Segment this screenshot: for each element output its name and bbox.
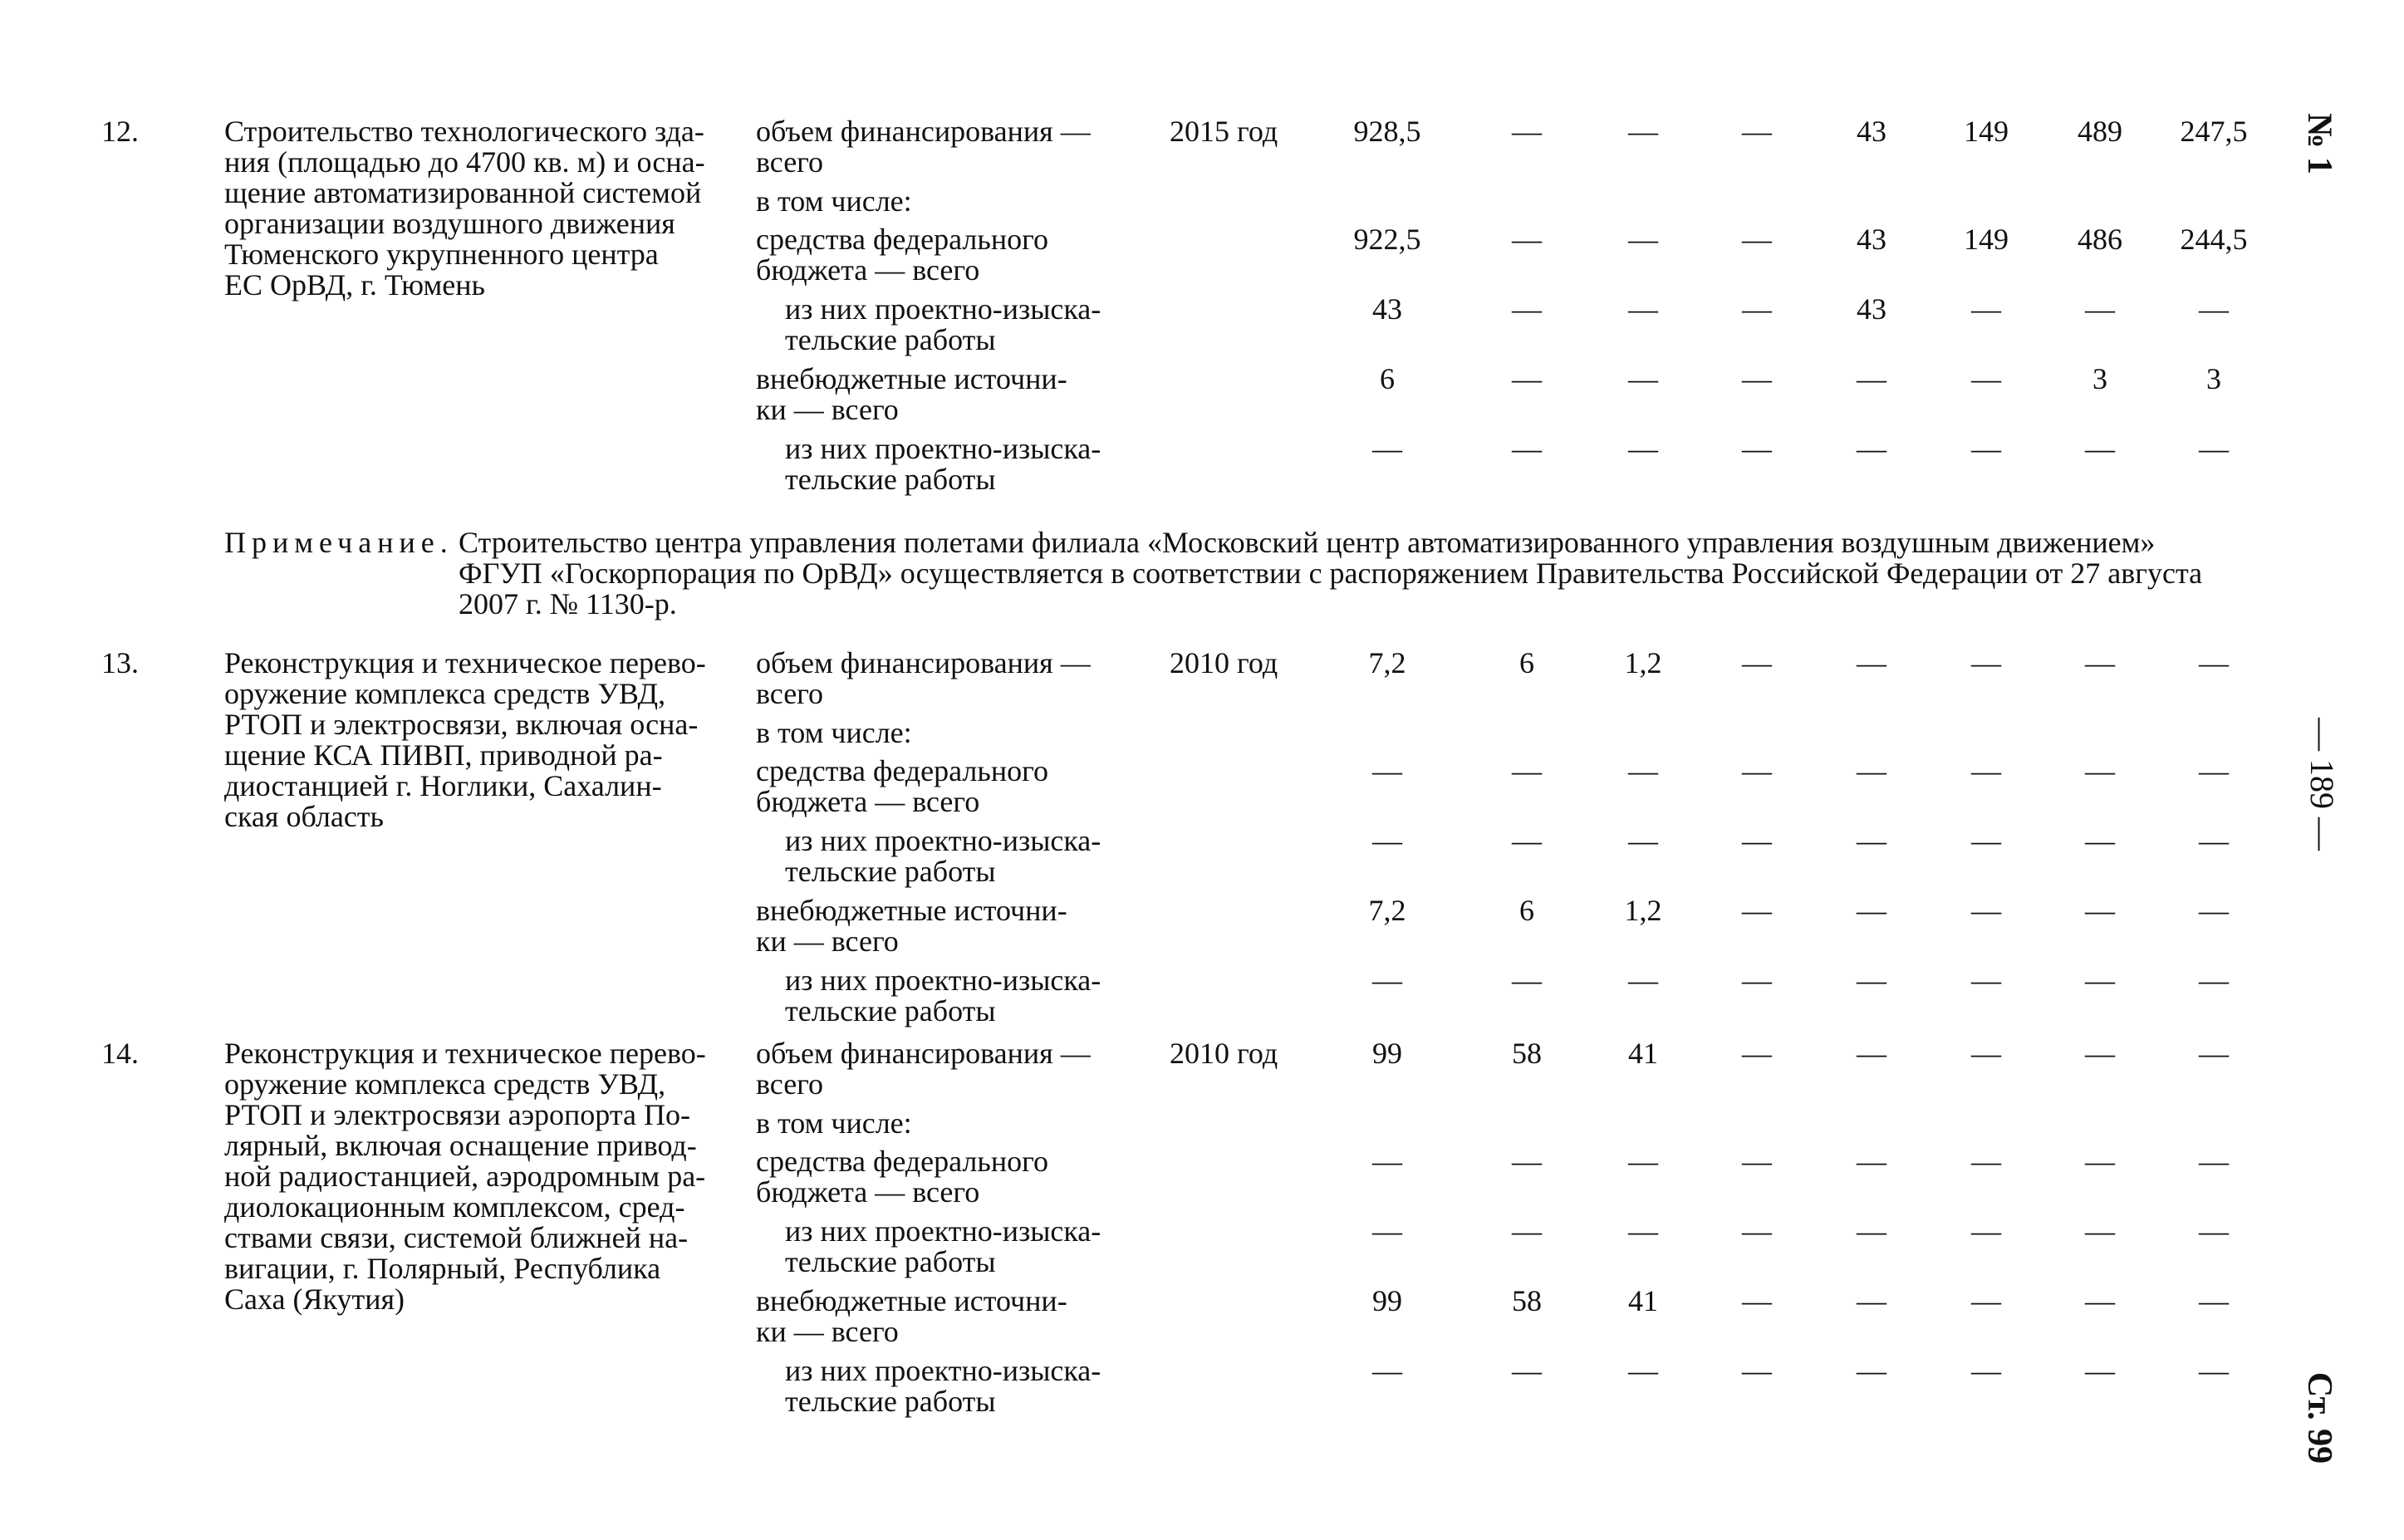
- row-label: объем финансирования — всего: [756, 115, 1091, 179]
- value-cell: —: [1857, 824, 1886, 857]
- value-cell: 43: [1857, 223, 1886, 256]
- value-cell: —: [1971, 964, 2001, 997]
- value-cell: 149: [1964, 115, 2009, 148]
- value-cell: —: [1628, 824, 1658, 857]
- value-cell: 6: [1519, 894, 1534, 927]
- value-cell: —: [1628, 292, 1658, 326]
- value-cell: —: [2085, 894, 2115, 927]
- value-cell: 489: [2078, 115, 2122, 148]
- value-cell: —: [1971, 432, 2001, 465]
- value-cell: —: [1857, 1037, 1886, 1070]
- value-cell: —: [1857, 1145, 1886, 1178]
- value-cell: —: [1857, 964, 1886, 997]
- value-cell: —: [1372, 964, 1402, 997]
- value-cell: —: [1971, 646, 2001, 679]
- row-label: из них проектно-изыска- тельские работы: [785, 432, 1101, 496]
- value-cell: —: [2199, 1037, 2229, 1070]
- value-cell: —: [1742, 1284, 1772, 1317]
- value-cell: —: [2085, 1354, 2115, 1387]
- value-cell: —: [1628, 964, 1658, 997]
- row-label: из них проектно-изыска- тельские работы: [785, 824, 1101, 888]
- value-cell: —: [2085, 646, 2115, 679]
- value-cell: —: [1742, 824, 1772, 857]
- value-cell: —: [1971, 1354, 2001, 1387]
- value-cell: —: [2199, 1354, 2229, 1387]
- value-cell: —: [1742, 115, 1772, 148]
- value-cell: 7,2: [1368, 646, 1406, 679]
- value-cell: 6: [1519, 646, 1534, 679]
- value-cell: 58: [1512, 1037, 1542, 1070]
- value-cell: —: [2085, 292, 2115, 326]
- row-label: в том числе:: [756, 716, 912, 749]
- row-label: из них проектно-изыска- тельские работы: [785, 292, 1101, 356]
- value-cell: —: [1971, 1145, 2001, 1178]
- value-cell: —: [1971, 1214, 2001, 1248]
- entry-description: Строительство технологического зда- ния (площадью до 4700 кв. м) и осна- щение автоматизированной системой организации воздушного движения Тюменского укрупненного центра ЕС ОрВД, г. Тюмень: [224, 115, 705, 302]
- value-cell: —: [1512, 964, 1542, 997]
- value-cell: —: [1628, 1145, 1658, 1178]
- value-cell: —: [2199, 646, 2229, 679]
- value-cell: 247,5: [2180, 115, 2248, 148]
- value-cell: —: [1857, 894, 1886, 927]
- value-cell: 43: [1857, 115, 1886, 148]
- value-cell: —: [1857, 432, 1886, 465]
- value-cell: 41: [1628, 1037, 1658, 1070]
- value-cell: —: [1742, 894, 1772, 927]
- value-cell: —: [1742, 223, 1772, 256]
- entry-year: 2010 год: [1170, 1037, 1278, 1070]
- value-cell: —: [1628, 754, 1658, 787]
- value-cell: —: [2085, 754, 2115, 787]
- value-cell: —: [1971, 292, 2001, 326]
- value-cell: —: [2085, 824, 2115, 857]
- value-cell: —: [2199, 824, 2229, 857]
- value-cell: —: [1971, 754, 2001, 787]
- value-cell: —: [1971, 824, 2001, 857]
- value-cell: 244,5: [2180, 223, 2248, 256]
- value-cell: —: [1372, 1214, 1402, 1248]
- value-cell: —: [1742, 754, 1772, 787]
- value-cell: 928,5: [1353, 115, 1421, 148]
- value-cell: —: [2199, 432, 2229, 465]
- value-cell: —: [2199, 292, 2229, 326]
- row-label: объем финансирования — всего: [756, 646, 1091, 710]
- value-cell: —: [1512, 1145, 1542, 1178]
- value-cell: —: [2199, 1284, 2229, 1317]
- value-cell: 922,5: [1353, 223, 1421, 256]
- value-cell: 43: [1857, 292, 1886, 326]
- row-label: из них проектно-изыска- тельские работы: [785, 1354, 1101, 1418]
- row-label: объем финансирования — всего: [756, 1037, 1091, 1101]
- row-label: в том числе:: [756, 184, 912, 218]
- value-cell: —: [1742, 964, 1772, 997]
- value-cell: 58: [1512, 1284, 1542, 1317]
- value-cell: —: [1742, 1354, 1772, 1387]
- entry-number: 12.: [101, 115, 139, 148]
- value-cell: —: [1742, 1037, 1772, 1070]
- value-cell: —: [1742, 362, 1772, 395]
- value-cell: —: [1742, 432, 1772, 465]
- value-cell: —: [1372, 754, 1402, 787]
- value-cell: —: [1512, 1214, 1542, 1248]
- value-cell: —: [1372, 1145, 1402, 1178]
- value-cell: —: [1857, 646, 1886, 679]
- entry-number: 13.: [101, 646, 139, 679]
- entry-description: Реконструкция и техническое перево- оружение комплекса средств УВД, РТОП и электросвязи, включая осна- щение КСА ПИВП, приводной ра- диостанцией г. Ноглики, Сахалин- ская область: [224, 646, 706, 833]
- value-cell: —: [1512, 432, 1542, 465]
- value-cell: —: [1971, 362, 2001, 395]
- value-cell: 99: [1372, 1037, 1402, 1070]
- table-note: [224, 527, 2276, 620]
- entry-description: Реконструкция и техническое перево- оружение комплекса средств УВД, РТОП и электросвязи аэропорта По- лярный, включая оснащение привод- ной радиостанцией, аэродромным ра- диолокационным комплексом, сред- ствами связи, системой ближней на- вигации, г. Полярный, Республика Саха (Якутия): [224, 1037, 706, 1316]
- value-cell: 7,2: [1368, 894, 1406, 927]
- value-cell: 6: [1380, 362, 1395, 395]
- value-cell: —: [1971, 894, 2001, 927]
- value-cell: —: [1628, 362, 1658, 395]
- value-cell: 3: [2206, 362, 2221, 395]
- value-cell: —: [1857, 1354, 1886, 1387]
- entry-number: 14.: [101, 1037, 139, 1070]
- row-label: средства федерального бюджета — всего: [756, 1145, 1048, 1209]
- value-cell: 99: [1372, 1284, 1402, 1317]
- value-cell: —: [1628, 1214, 1658, 1248]
- value-cell: —: [1742, 292, 1772, 326]
- value-cell: —: [1512, 115, 1542, 148]
- row-label: внебюджетные источни- ки — всего: [756, 1284, 1067, 1348]
- value-cell: 3: [2092, 362, 2107, 395]
- note-text: ФГУП «Госкорпорация по ОрВД» осуществляется в соответствии с распоряжением Правительства Российской Федерации от 27 августа: [459, 557, 2203, 590]
- note-text: 2007 г. № 1130-р.: [459, 587, 677, 620]
- value-cell: 1,2: [1624, 646, 1662, 679]
- value-cell: —: [1628, 223, 1658, 256]
- value-cell: —: [1372, 432, 1402, 465]
- value-cell: —: [1971, 1037, 2001, 1070]
- value-cell: —: [1512, 824, 1542, 857]
- value-cell: —: [1971, 1284, 2001, 1317]
- value-cell: —: [2199, 1214, 2229, 1248]
- value-cell: —: [1372, 1354, 1402, 1387]
- value-cell: —: [2085, 1145, 2115, 1178]
- value-cell: —: [2085, 1037, 2115, 1070]
- row-label: внебюджетные источни- ки — всего: [756, 362, 1067, 426]
- note-text: Строительство центра управления полетами филиала «Московский центр автоматизированного управления воздушным движением»: [459, 526, 2156, 559]
- value-cell: —: [2199, 754, 2229, 787]
- value-cell: —: [1857, 1214, 1886, 1248]
- value-cell: —: [1742, 1214, 1772, 1248]
- value-cell: —: [1512, 1354, 1542, 1387]
- value-cell: —: [1857, 1284, 1886, 1317]
- value-cell: 486: [2078, 223, 2122, 256]
- value-cell: —: [1512, 223, 1542, 256]
- page-number: — 189 —: [2303, 718, 2341, 851]
- row-label: из них проектно-изыска- тельские работы: [785, 1214, 1101, 1278]
- value-cell: 1,2: [1624, 894, 1662, 927]
- note-label: Примечание.: [224, 526, 454, 559]
- value-cell: —: [2085, 1214, 2115, 1248]
- value-cell: 149: [1964, 223, 2009, 256]
- value-cell: —: [2085, 432, 2115, 465]
- value-cell: —: [1628, 1354, 1658, 1387]
- article-number: Ст. 99: [2300, 1371, 2338, 1464]
- value-cell: —: [1628, 432, 1658, 465]
- value-cell: —: [2085, 964, 2115, 997]
- row-label: средства федерального бюджета — всего: [756, 223, 1048, 287]
- value-cell: —: [1857, 754, 1886, 787]
- value-cell: —: [1628, 115, 1658, 148]
- value-cell: —: [1742, 646, 1772, 679]
- value-cell: —: [1857, 362, 1886, 395]
- row-label: внебюджетные источни- ки — всего: [756, 894, 1067, 958]
- value-cell: —: [1512, 292, 1542, 326]
- value-cell: 41: [1628, 1284, 1658, 1317]
- value-cell: 43: [1372, 292, 1402, 326]
- row-label: в том числе:: [756, 1106, 912, 1140]
- issue-number: № 1: [2300, 113, 2338, 174]
- value-cell: —: [2199, 1145, 2229, 1178]
- value-cell: —: [2085, 1284, 2115, 1317]
- entry-year: 2015 год: [1170, 115, 1278, 148]
- value-cell: —: [2199, 894, 2229, 927]
- row-label: средства федерального бюджета — всего: [756, 754, 1048, 818]
- value-cell: —: [2199, 964, 2229, 997]
- entry-year: 2010 год: [1170, 646, 1278, 679]
- value-cell: —: [1742, 1145, 1772, 1178]
- value-cell: —: [1372, 824, 1402, 857]
- value-cell: —: [1512, 754, 1542, 787]
- row-label: из них проектно-изыска- тельские работы: [785, 964, 1101, 1027]
- value-cell: —: [1512, 362, 1542, 395]
